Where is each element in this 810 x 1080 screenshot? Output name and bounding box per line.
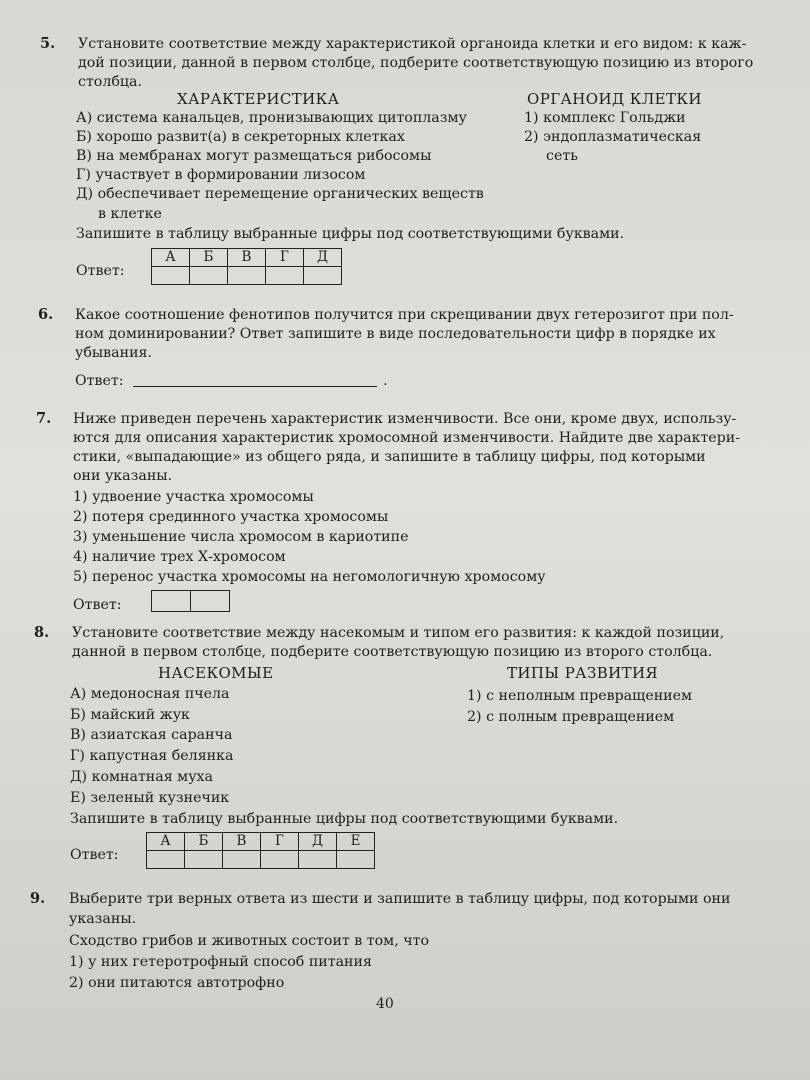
q6-answer-label: Ответ:: [75, 373, 124, 389]
q5-number: 5.: [40, 35, 56, 52]
q8-instruction: Запишите в таблицу выбранные цифры под соответствующими буквами.: [70, 811, 619, 827]
q7-item: 3) уменьшение числа хромосом в кариотипе: [73, 529, 409, 545]
q7-text-line: ются для описания характеристик хромосомной изменчивости. Найдите две характери-: [73, 430, 741, 446]
q8-answer-cell[interactable]: [223, 851, 261, 869]
q9-text-line: Выберите три верных ответа из шести и запишите в таблицу цифры, под которыми они: [69, 891, 731, 907]
q5-table-header: Д: [304, 249, 342, 267]
q5-left-item: в клетке: [98, 206, 162, 222]
q5-right-item: 2) эндоплазматическая: [524, 129, 702, 145]
q8-table-header: А: [147, 833, 185, 851]
q6-period: .: [383, 373, 388, 389]
q8-right-item: 1) с неполным превращением: [467, 688, 693, 704]
q9-item: 1) у них гетеротрофный способ питания: [69, 954, 372, 970]
q5-left-item: Д) обеспечивает перемещение органических веществ: [76, 186, 484, 202]
q5-right-item: сеть: [546, 148, 578, 164]
q8-table-header: Е: [337, 833, 375, 851]
q5-left-item: В) на мембранах могут размещаться рибосомы: [76, 148, 432, 164]
q5-table-header: Г: [266, 249, 304, 267]
q5-instruction: Запишите в таблицу выбранные цифры под соответствующими буквами.: [76, 226, 625, 242]
q8-left-item: В) азиатская саранча: [70, 727, 233, 743]
q6-number: 6.: [38, 306, 54, 323]
q5-answer-cell[interactable]: [190, 267, 228, 285]
q7-number: 7.: [36, 410, 52, 427]
q8-left-item: Е) зеленый кузнечик: [70, 790, 230, 806]
q5-answer-cell[interactable]: [152, 267, 190, 285]
q5-answer-table: [151, 248, 342, 285]
q9-item: 2) они питаются автотрофно: [69, 975, 285, 991]
q7-answer-cell[interactable]: [191, 591, 230, 612]
q8-answer-cell[interactable]: [185, 851, 223, 869]
q6-answer-line[interactable]: [133, 386, 377, 387]
q5-answer-cell[interactable]: [228, 267, 266, 285]
q5-text-line: столбца.: [78, 74, 142, 90]
q8-text-line: данной в первом столбце, подберите соответствующую позицию из второго столбца.: [72, 644, 713, 660]
q9-text-line: указаны.: [69, 911, 137, 927]
q8-answer-label: Ответ:: [70, 847, 119, 863]
q8-answer-cell[interactable]: [147, 851, 185, 869]
q8-left-item: Г) капустная белянка: [70, 748, 234, 764]
q7-text-line: Ниже приведен перечень характеристик изменчивости. Все они, кроме двух, использу-: [73, 411, 737, 427]
q8-answer-table: [146, 832, 375, 869]
q5-table-header: В: [228, 249, 266, 267]
page-number: 40: [376, 996, 394, 1012]
q7-text-line: они указаны.: [73, 468, 173, 484]
q7-text-line: стики, «выпадающие» из общего ряда, и запишите в таблицу цифры, под которыми: [73, 449, 706, 465]
q8-left-item: Д) комнатная муха: [70, 769, 214, 785]
q5-table-header: Б: [190, 249, 228, 267]
q8-table-header: Г: [261, 833, 299, 851]
q5-left-item: Б) хорошо развит(а) в секреторных клетках: [76, 129, 405, 145]
q8-answer-cell[interactable]: [299, 851, 337, 869]
q7-item: 2) потеря срединного участка хромосомы: [73, 509, 389, 525]
q5-right-header: ОРГАНОИД КЛЕТКИ: [527, 90, 702, 108]
q8-left-item: Б) майский жук: [70, 707, 190, 723]
q7-answer-table: [151, 590, 230, 612]
q6-text-line: ном доминировании? Ответ запишите в виде последовательности цифр в порядке их: [75, 326, 716, 342]
q5-text-line: Установите соответствие между характеристикой органоида клетки и его видом: к каж-: [78, 36, 747, 52]
q6-text-line: убывания.: [75, 345, 152, 361]
q7-answer-label: Ответ:: [73, 597, 122, 613]
q5-table-header: А: [152, 249, 190, 267]
q7-item: 1) удвоение участка хромосомы: [73, 489, 314, 505]
q5-right-item: 1) комплекс Гольджи: [524, 110, 686, 126]
q8-left-header: НАСЕКОМЫЕ: [158, 664, 274, 682]
q8-text-line: Установите соответствие между насекомым и типом его развития: к каждой позиции,: [72, 625, 725, 641]
q5-answer-cell[interactable]: [266, 267, 304, 285]
q8-right-header: ТИПЫ РАЗВИТИЯ: [507, 664, 658, 682]
q6-text-line: Какое соотношение фенотипов получится при скрещивании двух гетерозигот при пол-: [75, 307, 734, 323]
q8-table-header: Д: [299, 833, 337, 851]
q8-answer-cell[interactable]: [337, 851, 375, 869]
q5-answer-cell[interactable]: [304, 267, 342, 285]
q7-answer-cell[interactable]: [152, 591, 191, 612]
q8-left-item: А) медоносная пчела: [70, 686, 230, 702]
q5-left-item: А) система канальцев, пронизывающих цитоплазму: [76, 110, 467, 126]
q8-right-item: 2) с полным превращением: [467, 709, 675, 725]
q5-left-item: Г) участвует в формировании лизосом: [76, 167, 366, 183]
q5-text-line: дой позиции, данной в первом столбце, подберите соответствующую позицию из второго: [78, 55, 754, 71]
q8-answer-cell[interactable]: [261, 851, 299, 869]
q8-table-header: В: [223, 833, 261, 851]
q8-table-header: Б: [185, 833, 223, 851]
q7-item: 5) перенос участка хромосомы на негомологичную хромосому: [73, 569, 546, 585]
q7-item: 4) наличие трех Х-хромосом: [73, 549, 286, 565]
q9-text-line: Сходство грибов и животных состоит в том, что: [69, 933, 429, 949]
q9-number: 9.: [30, 890, 46, 907]
q5-left-header: ХАРАКТЕРИСТИКА: [177, 90, 340, 108]
q8-number: 8.: [34, 624, 50, 641]
q5-answer-label: Ответ:: [76, 263, 125, 279]
